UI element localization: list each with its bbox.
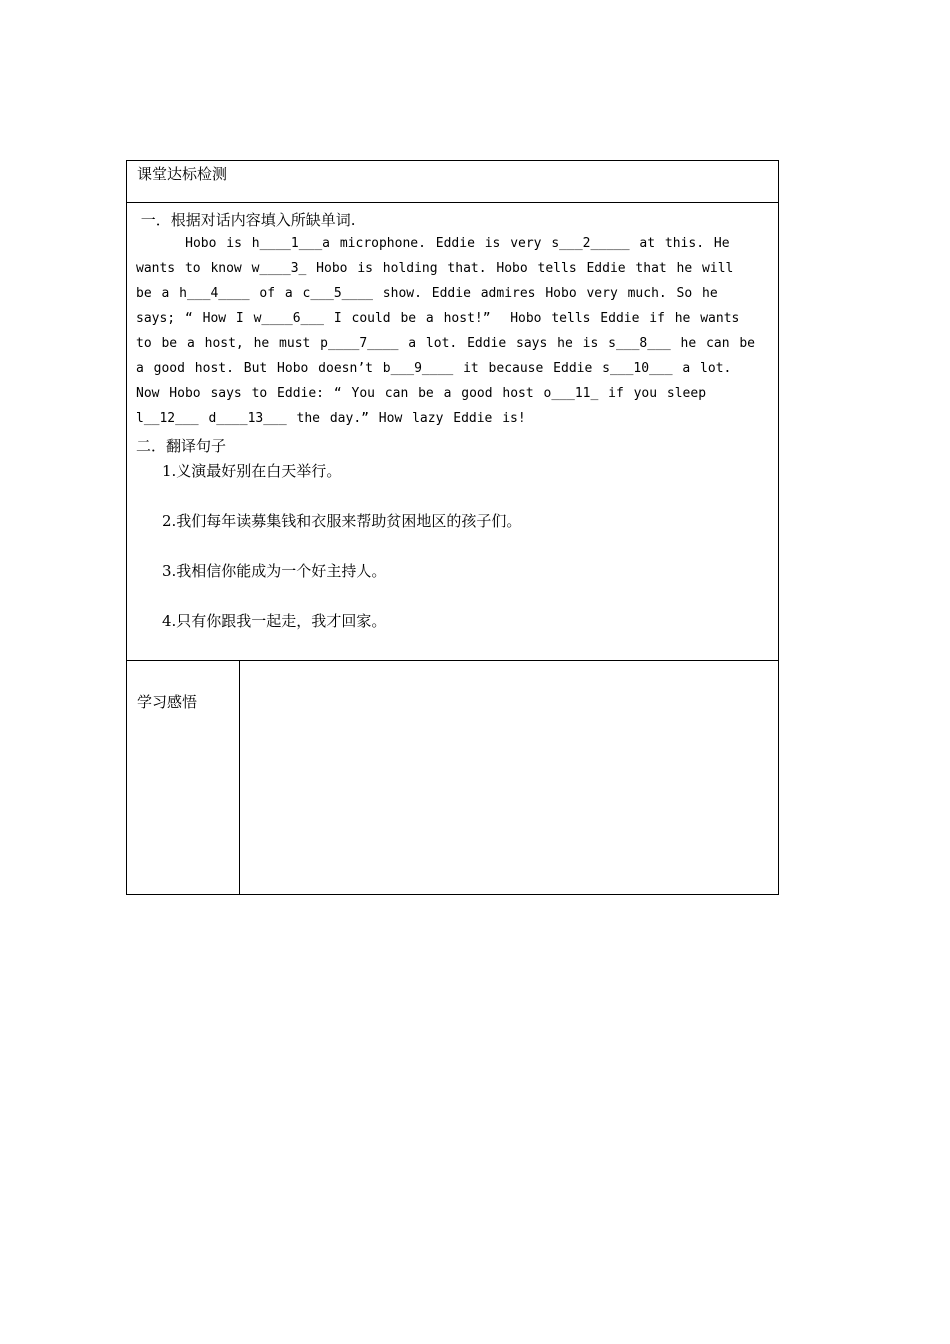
worksheet-table bbox=[126, 160, 779, 895]
passage-line: be a h___4____ of a c___5____ show. Eddie admires Hobo very much. So he bbox=[136, 286, 718, 301]
translation-item: 2.我们每年读募集钱和衣服来帮助贫困地区的孩子们。 bbox=[162, 512, 522, 530]
reflection-answer-area[interactable] bbox=[240, 661, 779, 895]
content-row bbox=[127, 203, 779, 661]
reflection-row bbox=[127, 661, 779, 895]
passage-line: Hobo is h____1___a microphone. Eddie is very s___2_____ at this. He bbox=[136, 236, 730, 251]
translation-item: 3.我相信你能成为一个好主持人。 bbox=[162, 562, 387, 580]
translation-item: 4.只有你跟我一起走，我才回家。 bbox=[162, 612, 387, 630]
fill-in-passage bbox=[136, 231, 768, 431]
passage-line: a good host. But Hobo doesn’t b___9____ it because Eddie s___10___ a lot. bbox=[136, 361, 732, 376]
section-header: 课堂达标检测 bbox=[127, 161, 779, 203]
passage-line: says; “ How I w____6___ I could be a host!” Hobo tells Eddie if he wants bbox=[136, 311, 740, 326]
passage-line: Now Hobo says to Eddie: “ You can be a good host o___11_ if you sleep bbox=[136, 386, 707, 401]
passage-line: wants to know w____3_ Hobo is holding that. Hobo tells Eddie that he will bbox=[136, 261, 734, 276]
reflection-label: 学习感悟 bbox=[127, 661, 240, 895]
section2 bbox=[136, 435, 768, 632]
passage-line: to be a host, he must p____7____ a lot. Eddie says he is s___8___ he can be bbox=[136, 336, 755, 351]
exercise-content bbox=[127, 203, 779, 661]
translation-item: 1.义演最好别在白天举行。 bbox=[162, 462, 342, 480]
section2-title: 二．翻译句子 bbox=[136, 437, 227, 455]
passage-line: l__12___ d____13___ the day.” How lazy Eddie is! bbox=[136, 411, 526, 426]
header-row bbox=[127, 161, 779, 203]
section1-title: 一．根据对话内容填入所缺单词. bbox=[136, 211, 356, 229]
